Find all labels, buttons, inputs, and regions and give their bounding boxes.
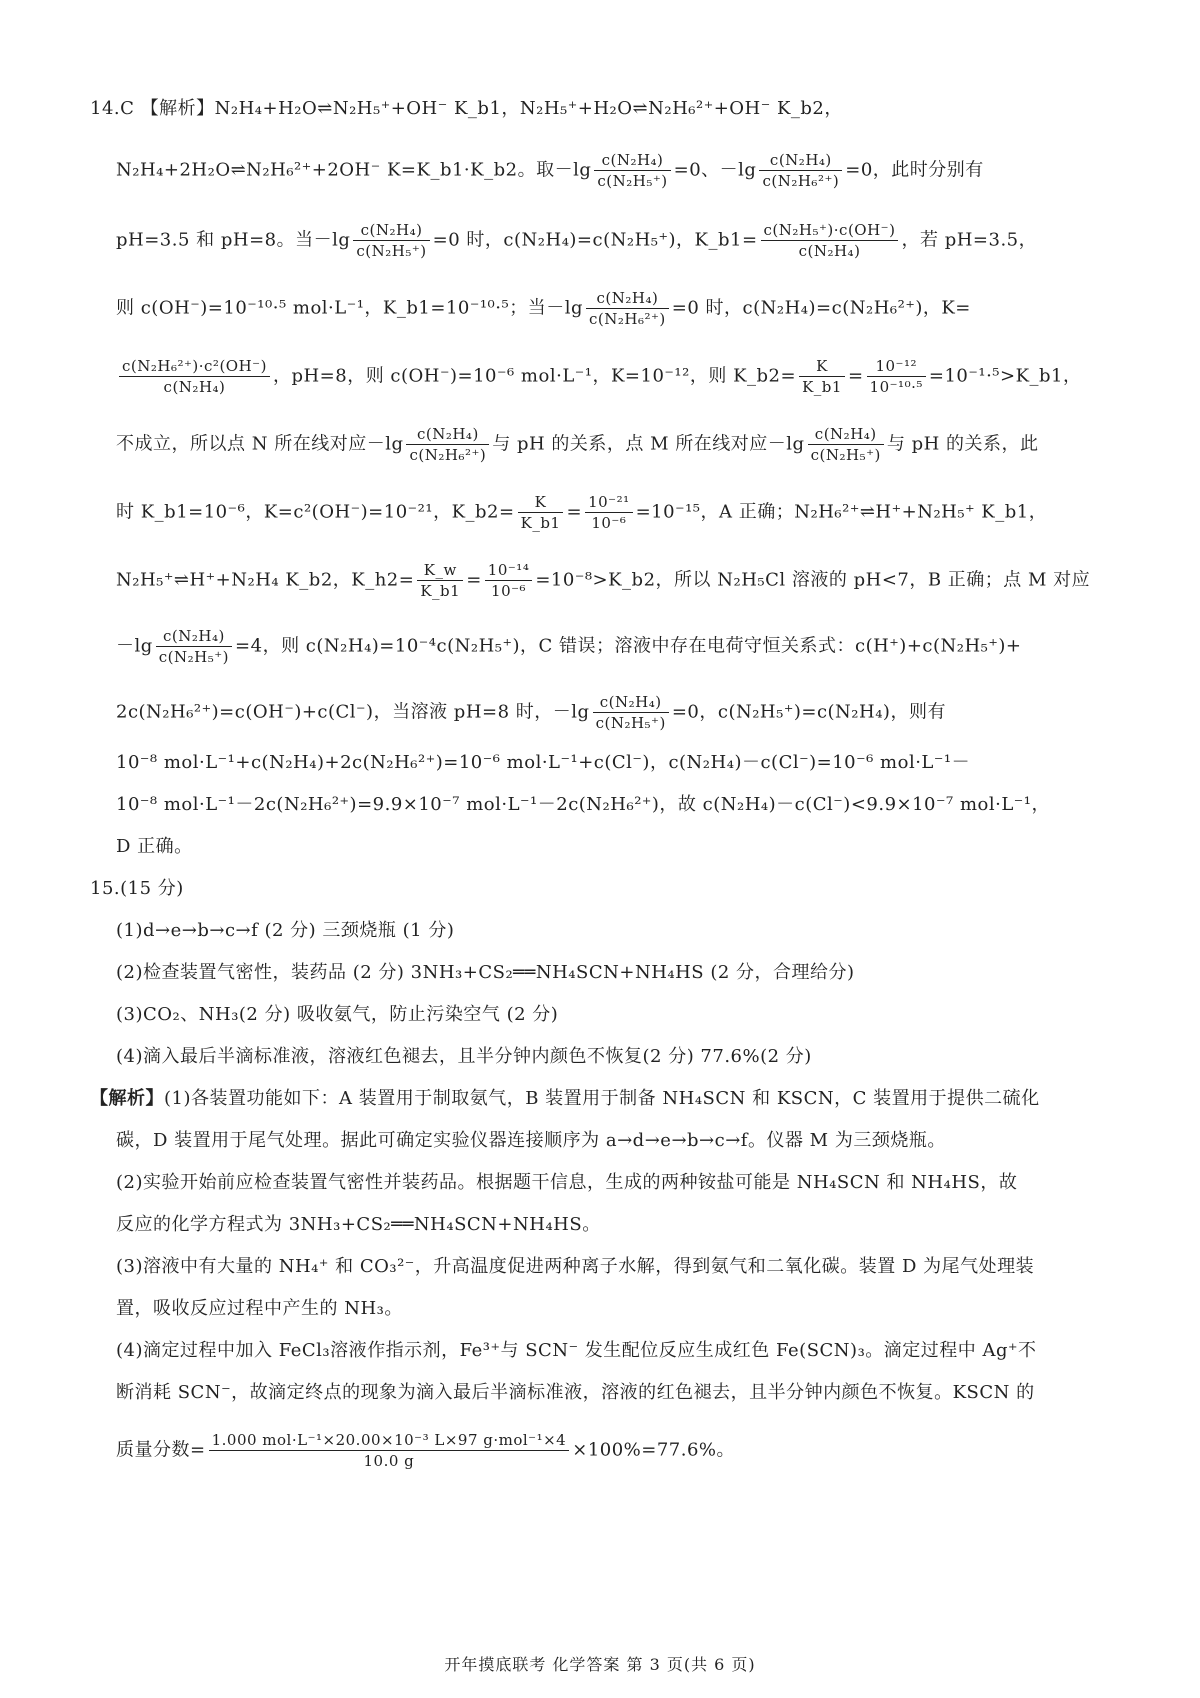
text: =0，此时分别有 xyxy=(845,159,984,181)
denominator: K_b1 xyxy=(420,582,461,600)
fraction xyxy=(759,150,842,191)
text: =10⁻⁸>K_b2，所以 N₂H₅Cl 溶液的 pH<7，B 正确；点 M 对应 xyxy=(535,569,1091,591)
numerator: c(N₂H₄) xyxy=(406,424,489,445)
q15-explanation-1b: 碳，D 装置用于尾气处理。据此可确定实验仪器连接顺序为 a→d→e→b→c→f。仪器 M 为三颈烧瓶。 xyxy=(116,1130,946,1151)
text: ，pH=8，则 c(OH⁻)=10⁻⁶ mol·L⁻¹，K=10⁻¹²，则 K_b2= xyxy=(272,365,797,387)
numerator: c(N₂H₄) xyxy=(156,626,232,647)
denominator: c(N₂H₄) xyxy=(163,378,226,396)
fraction xyxy=(594,150,670,191)
q14-line-1: 14.C 【解析】N₂H₄+H₂O⇌N₂H₅⁺+OH⁻ K_b1，N₂H₅⁺+H₂O⇌N₂H₆²⁺+OH⁻ K_b2， xyxy=(90,98,843,119)
text: －lg xyxy=(116,635,153,657)
numerator: K_w xyxy=(417,560,463,581)
q14-line-9 xyxy=(116,626,1080,667)
numerator: 10⁻¹⁴ xyxy=(485,560,533,581)
q15-explanation-3b: 置，吸收反应过程中产生的 NH₃。 xyxy=(116,1298,403,1319)
fraction xyxy=(761,220,899,261)
q14-line-6 xyxy=(116,424,1080,465)
text: =10⁻¹⁵，A 正确；N₂H₆²⁺⇌H⁺+N₂H₅⁺ K_b1， xyxy=(635,501,1048,523)
numerator: K xyxy=(799,356,845,377)
denominator: c(N₂H₅⁺) xyxy=(595,714,666,732)
text: N₂H₅⁺⇌H⁺+N₂H₄ K_b2，K_h2= xyxy=(116,569,415,591)
denominator: 10⁻⁶ xyxy=(491,582,527,600)
fraction xyxy=(417,560,463,601)
q14-line-10 xyxy=(116,692,1080,733)
q14-line-12: 10⁻⁸ mol·L⁻¹－2c(N₂H₆²⁺)=9.9×10⁻⁷ mol·L⁻¹－2c(N₂H₆²⁺)，故 c(N₂H₄)－c(Cl⁻)<9.9×10⁻⁷ mol·L⁻¹， xyxy=(116,794,1050,815)
denominator: 10⁻⁶ xyxy=(591,514,627,532)
fraction xyxy=(799,356,845,397)
fraction xyxy=(406,424,489,465)
numerator: c(N₂H₄) xyxy=(759,150,842,171)
fraction xyxy=(867,356,926,397)
text: (1)各装置功能如下：A 装置用于制取氨气，B 装置用于制备 NH₄SCN 和 KSCN，C 装置用于提供二硫化 xyxy=(164,1088,1040,1109)
q14-line-5 xyxy=(116,356,1080,397)
q14-line-3 xyxy=(116,220,1080,261)
fraction xyxy=(353,220,429,261)
explanation-label: 【解析】 xyxy=(90,1088,164,1109)
text: 则 c(OH⁻)=10⁻¹⁰·⁵ mol·L⁻¹，K_b1=10⁻¹⁰·⁵；当－lg xyxy=(116,297,583,319)
fraction xyxy=(485,560,533,601)
q14-line-4 xyxy=(116,288,1080,329)
q15-explanation-2b: 反应的化学方程式为 3NH₃+CS₂══NH₄SCN+NH₄HS。 xyxy=(116,1214,601,1235)
denominator: c(N₂H₅⁺) xyxy=(597,172,668,190)
denominator: c(N₂H₅⁺) xyxy=(158,648,230,666)
text: = xyxy=(847,365,864,387)
denominator: c(N₂H₅⁺) xyxy=(810,446,881,464)
denominator: c(N₂H₆²⁺) xyxy=(762,172,840,190)
text: 与 pH 的关系，点 M 所在线对应－lg xyxy=(492,433,805,455)
numerator: 1.000 mol·L⁻¹×20.00×10⁻³ L×97 g·mol⁻¹×4 xyxy=(209,1430,570,1451)
q14-line-11: 10⁻⁸ mol·L⁻¹+c(N₂H₄)+2c(N₂H₆²⁺)=10⁻⁶ mol·L⁻¹+c(Cl⁻)，c(N₂H₄)－c(Cl⁻)=10⁻⁶ mol·L⁻¹－ xyxy=(116,752,971,773)
q15-explanation-4b: 断消耗 SCN⁻，故滴定终点的现象为滴入最后半滴标准液，溶液的红色褪去，且半分钟内颜色不恢复。KSCN 的 xyxy=(116,1382,1035,1403)
denominator: K_b1 xyxy=(520,514,561,532)
q14-line-2 xyxy=(116,150,1080,191)
numerator: 10⁻¹² xyxy=(867,356,926,377)
numerator: c(N₂H₄) xyxy=(594,150,670,171)
text: =0 时，c(N₂H₄)=c(N₂H₅⁺)，K_b1= xyxy=(432,229,758,251)
numerator: c(N₂H₅⁺)·c(OH⁻) xyxy=(761,220,899,241)
text: 质量分数= xyxy=(116,1439,206,1461)
q15-answer-4: (4)滴入最后半滴标准液，溶液红色褪去，且半分钟内颜色不恢复(2 分) 77.6%(2 分) xyxy=(116,1046,812,1067)
fraction xyxy=(585,492,633,533)
fraction xyxy=(156,626,232,667)
numerator: c(N₂H₄) xyxy=(353,220,429,241)
text: = xyxy=(566,501,583,523)
fraction xyxy=(586,288,669,329)
q15-answer-3: (3)CO₂、NH₃(2 分) 吸收氨气，防止污染空气 (2 分) xyxy=(116,1004,559,1025)
q15-explanation-2: (2)实验开始前应检查装置气密性并装药品。根据题干信息，生成的两种铵盐可能是 NH₄SCN 和 NH₄HS，故 xyxy=(116,1172,1018,1193)
text: =4，则 c(N₂H₄)=10⁻⁴c(N₂H₅⁺)，C 错误；溶液中存在电荷守恒关系式：c(H⁺)+c(N₂H₅⁺)+ xyxy=(235,635,1022,657)
q14-line-7 xyxy=(116,492,1080,533)
text: 时 K_b1=10⁻⁶，K=c²(OH⁻)=10⁻²¹，K_b2= xyxy=(116,501,515,523)
numerator: c(N₂H₆²⁺)·c²(OH⁻) xyxy=(119,356,270,377)
text: = xyxy=(466,569,482,591)
page-footer: 开年摸底联考 化学答案 第 3 页(共 6 页) xyxy=(444,1655,756,1674)
denominator: K_b1 xyxy=(802,378,842,396)
fraction xyxy=(808,424,884,465)
text: pH=3.5 和 pH=8。当－lg xyxy=(116,229,351,251)
denominator: c(N₂H₆²⁺) xyxy=(409,446,487,464)
q15-explanation-5 xyxy=(116,1430,1080,1471)
text: =0，c(N₂H₅⁺)=c(N₂H₄)，则有 xyxy=(671,701,946,723)
text: 与 pH 的关系，此 xyxy=(886,433,1039,455)
fraction xyxy=(593,692,669,733)
q15-heading: 15.(15 分) xyxy=(90,878,184,899)
fraction xyxy=(518,492,564,533)
text: N₂H₄+2H₂O⇌N₂H₆²⁺+2OH⁻ K=K_b1·K_b2。取－lg xyxy=(116,159,592,181)
text: 不成立，所以点 N 所在线对应－lg xyxy=(116,433,404,455)
numerator: c(N₂H₄) xyxy=(586,288,669,309)
q15-explanation-3: (3)溶液中有大量的 NH₄⁺ 和 CO₃²⁻，升高温度促进两种离子水解，得到氨气和二氧化碳。装置 D 为尾气处理装 xyxy=(116,1256,1035,1277)
q14-line-8 xyxy=(116,560,1091,601)
text: =0、－lg xyxy=(673,159,757,181)
numerator: c(N₂H₄) xyxy=(808,424,884,445)
denominator: c(N₂H₆²⁺) xyxy=(589,310,666,328)
fraction xyxy=(119,356,270,397)
text: =10⁻¹·⁵>K_b1， xyxy=(928,365,1082,387)
numerator: 10⁻²¹ xyxy=(585,492,633,513)
denominator: c(N₂H₅⁺) xyxy=(356,242,427,260)
text: 2c(N₂H₆²⁺)=c(OH⁻)+c(Cl⁻)，当溶液 pH=8 时，－lg xyxy=(116,701,590,723)
q15-answer-1: (1)d→e→b→c→f (2 分) 三颈烧瓶 (1 分) xyxy=(116,920,455,941)
text: ，若 pH=3.5， xyxy=(901,229,1038,251)
q14-line-13: D 正确。 xyxy=(116,836,193,857)
numerator: K xyxy=(518,492,564,513)
q15-explanation-1 xyxy=(90,1086,1080,1112)
q15-answer-2: (2)检查装置气密性，装药品 (2 分) 3NH₃+CS₂══NH₄SCN+NH₄HS (2 分，合理给分) xyxy=(116,962,855,983)
q15-explanation-4: (4)滴定过程中加入 FeCl₃溶液作指示剂，Fe³⁺与 SCN⁻ 发生配位反应生成红色 Fe(SCN)₃。滴定过程中 Ag⁺不 xyxy=(116,1340,1037,1361)
numerator: c(N₂H₄) xyxy=(593,692,669,713)
fraction xyxy=(209,1430,570,1471)
denominator: 10.0 g xyxy=(363,1452,415,1470)
text: =0 时，c(N₂H₄)=c(N₂H₆²⁺)，K= xyxy=(671,297,971,319)
denominator: 10⁻¹⁰·⁵ xyxy=(869,378,923,396)
text: ×100%=77.6%。 xyxy=(572,1439,736,1461)
denominator: c(N₂H₄) xyxy=(798,242,861,260)
